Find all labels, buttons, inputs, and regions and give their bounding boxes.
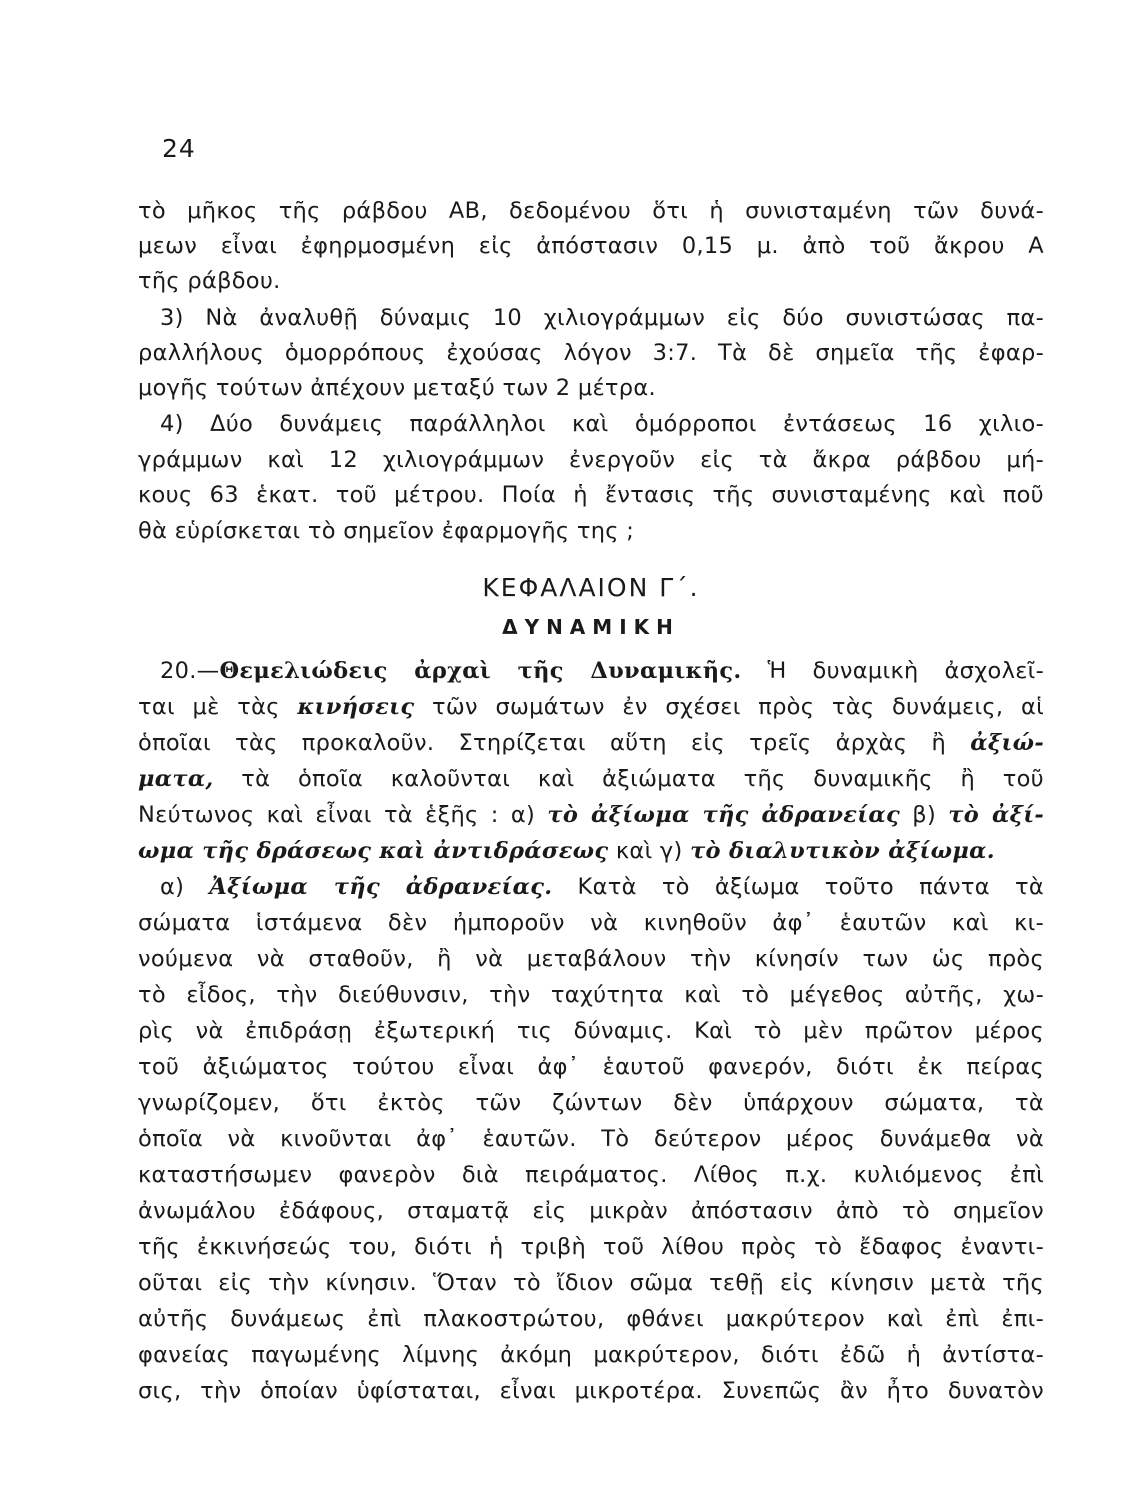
- text-span: ὁποῖαι τὰς προκαλοῦν. Στηρίζεται αὕτη εἰς τρεῖς ἀρχὰς ἢ: [138, 730, 947, 756]
- chapter-title: ΚΕΦΑΛΑΙΟΝ Γ΄.: [482, 573, 700, 602]
- emphasis: τὸ διαλυτικὸν ἀξίωμα.: [690, 838, 995, 864]
- text-line: ὁποῖα νὰ κινοῦνται ἀφ᾿ ἑαυτῶν. Τὸ δεύτερον μέρος δυνάμεθα νὰ: [138, 1126, 1044, 1152]
- text-line: μεων εἶναι ἐφηρμοσμένη εἰς ἀπόστασιν 0,15 μ. ἀπὸ τοῦ ἄκρου Α: [138, 233, 1044, 259]
- text-line: οῦται εἰς τὴν κίνησιν. Ὅταν τὸ ἴδιον σῶμα τεθῇ εἰς κίνησιν μετὰ τῆς: [138, 1270, 1044, 1296]
- text-line: νούμενα νὰ σταθοῦν, ἢ νὰ μεταβάλουν τὴν κίνησίν των ὡς πρὸς: [138, 946, 1044, 972]
- text-span: Κατὰ τὸ ἀξίωμα τοῦτο πάντα τὰ: [577, 874, 1045, 900]
- text-line: ραλλήλους ὁμορρόπους ἐχούσας λόγον 3:7. Τὰ δὲ σημεῖα τῆς ἐφαρ-: [138, 340, 1044, 366]
- text-span: α): [160, 874, 185, 900]
- emphasis: ματα,: [138, 766, 214, 792]
- text-line: μογῆς τούτων ἀπέχουν μεταξύ των 2 μέτρα.: [138, 375, 656, 401]
- text-line: τῆς ράβδου.: [138, 268, 281, 294]
- text-span: β): [912, 802, 937, 828]
- text-line: ρὶς νὰ ἐπιδράσῃ ἐξωτερική τις δύναμις. Καὶ τὸ μὲν πρῶτον μέρος: [138, 1018, 1044, 1044]
- text-line: [138, 837, 1044, 865]
- emphasis: τὸ ἀξίωμα τῆς ἀδρανείας: [547, 802, 901, 828]
- text-line: γνωρίζομεν, ὅτι ἐκτὸς τῶν ζώντων δὲν ὑπάρχουν σώματα, τὰ: [138, 1090, 1044, 1116]
- text-line: τοῦ ἀξιώματος τούτου εἶναι ἀφ᾿ ἑαυτοῦ φανερόν, διότι ἐκ πείρας: [138, 1054, 1044, 1080]
- text-span: καὶ γ): [615, 838, 683, 864]
- section-number: 20.—: [160, 658, 220, 684]
- text-line: [138, 693, 1044, 721]
- text-line: καταστήσωμεν φανερὸν διὰ πειράματος. Λίθος π.χ. κυλιόμενος ἐπὶ: [138, 1162, 1044, 1188]
- emphasis: τὸ ἀξί-: [948, 802, 1045, 828]
- text-line: 4) Δύο δυνάμεις παράλληλοι καὶ ὁμόρροποι ἐντάσεως 16 χιλιο-: [160, 411, 1044, 437]
- text-line: 3) Νὰ ἀναλυθῇ δύναμις 10 χιλιογράμμων εἰς δύο συνιστώσας πα-: [160, 305, 1044, 331]
- text-line: σις, τὴν ὁποίαν ὑφίσταται, εἶναι μικροτέρα. Συνεπῶς ἂν ἦτο δυνατὸν: [138, 1378, 1044, 1404]
- text-line: [138, 765, 1044, 793]
- text-line: κους 63 ἑκατ. τοῦ μέτρου. Ποία ἡ ἔντασις τῆς συνισταμένης καὶ ποῦ: [138, 482, 1044, 508]
- text-line: [160, 873, 1044, 901]
- section-title: Θεμελιώδεις ἀρχαὶ τῆς Δυναμικῆς.: [219, 658, 742, 684]
- section-heading-line: [160, 657, 1044, 685]
- text-span: Ἡ δυναμικὴ ἀσχολεῖ-: [767, 658, 1044, 684]
- emphasis: κινήσεις: [297, 694, 415, 720]
- text-line: [138, 801, 1044, 829]
- page-number: 24: [162, 134, 196, 163]
- text-span: τῶν σωμάτων ἐν σχέσει πρὸς τὰς δυνάμεις, αἱ: [431, 694, 1045, 720]
- text-line: ἀνωμάλου ἐδάφους, σταματᾷ εἰς μικρὰν ἀπόστασιν ἀπὸ τὸ σημεῖον: [138, 1198, 1044, 1224]
- text-line: τὸ εἶδος, τὴν διεύθυνσιν, τὴν ταχύτητα καὶ τὸ μέγεθος αὐτῆς, χω-: [138, 982, 1044, 1008]
- emphasis: ἀξιώ-: [970, 730, 1045, 756]
- text-line: σώματα ἱστάμενα δὲν ἠμποροῦν νὰ κινηθοῦν ἀφ᾿ ἑαυτῶν καὶ κι-: [138, 910, 1044, 936]
- text-line: αὐτῆς δυνάμεως ἐπὶ πλακοστρώτου, φθάνει μακρύτερον καὶ ἐπὶ ἐπι-: [138, 1306, 1044, 1332]
- text-span: ται μὲ τὰς: [138, 694, 280, 720]
- chapter-subtitle: ΔΥΝΑΜΙΚΗ: [502, 615, 680, 639]
- text-span: τὰ ὁποῖα καλοῦνται καὶ ἀξιώματα τῆς δυναμικῆς ἢ τοῦ: [241, 766, 1044, 792]
- text-span: Νεύτωνος καὶ εἶναι τὰ ἑξῆς : α): [138, 802, 536, 828]
- text-line: τῆς ἐκκινήσεώς του, διότι ἡ τριβὴ τοῦ λίθου πρὸς τὸ ἔδαφος ἐναντι-: [138, 1234, 1044, 1260]
- text-line: θὰ εὑρίσκεται τὸ σημεῖον ἐφαρμογῆς της ;: [138, 518, 635, 544]
- text-line: τὸ μῆκος τῆς ράβδου ΑΒ, δεδομένου ὅτι ἡ συνισταμένη τῶν δυνά-: [138, 198, 1044, 224]
- emphasis: ωμα τῆς δράσεως καὶ ἀντιδράσεως: [138, 838, 609, 864]
- text-line: γράμμων καὶ 12 χιλιογράμμων ἐνεργοῦν εἰς τὰ ἄκρα ράβδου μή-: [138, 447, 1044, 473]
- emphasis: Ἀξίωμα τῆς ἀδρανείας.: [209, 874, 553, 900]
- text-line: [138, 729, 1044, 757]
- text-line: φανείας παγωμένης λίμνης ἀκόμη μακρύτερον, διότι ἐδῶ ἡ ἀντίστα-: [138, 1342, 1044, 1368]
